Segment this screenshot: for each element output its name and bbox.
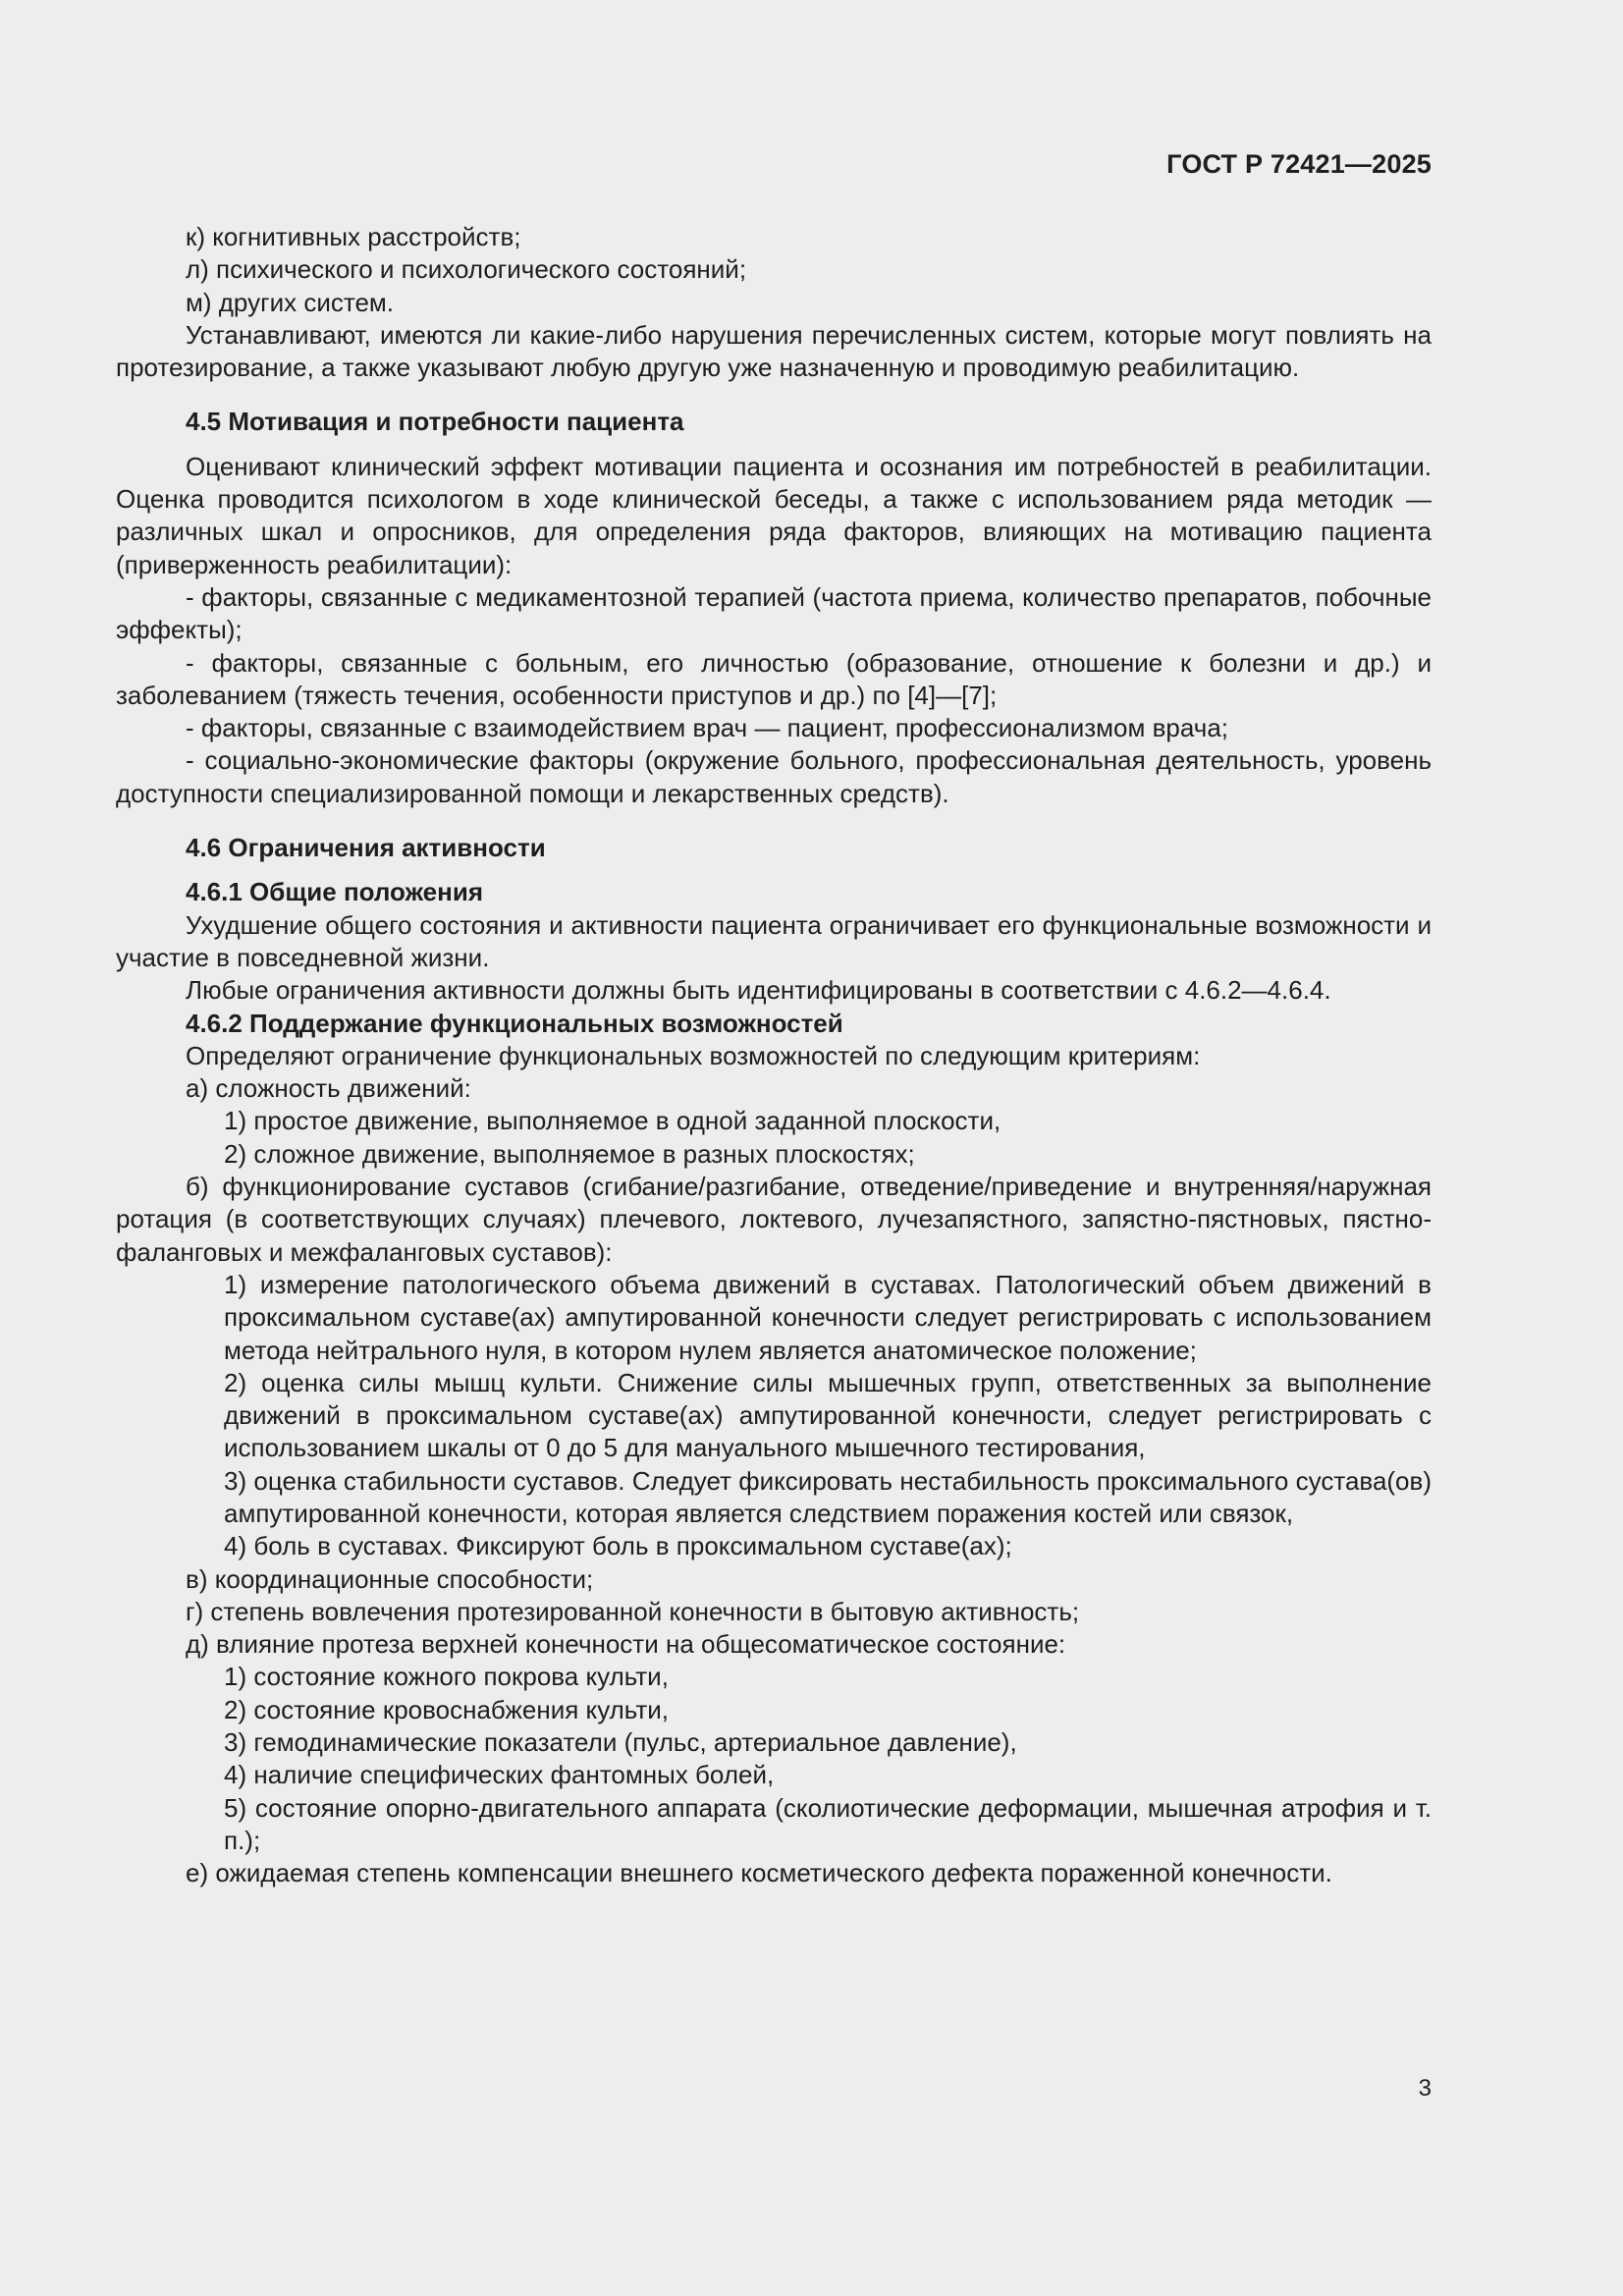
paragraph: 2) состояние кровоснабжения культи, <box>224 1694 669 1724</box>
paragraph: 2) сложное движение, выполняемое в разных плоскостях; <box>224 1138 915 1169</box>
section-heading: 4.6.1 Общие положения <box>186 877 483 907</box>
paragraph: - факторы, связанные с медикаментозной терапией (частота приема, количество препаратов, побочные эффекты); <box>116 581 1432 645</box>
paragraph: 4) боль в суставах. Фиксируют боль в проксимальном суставе(ах); <box>224 1531 1012 1561</box>
paragraph: - факторы, связанные с взаимодействием врач — пациент, профессионализмом врача; <box>186 713 1229 743</box>
paragraph: е) ожидаемая степень компенсации внешнего косметического дефекта пораженной конечности. <box>186 1858 1332 1888</box>
paragraph: д) влияние протеза верхней конечности на общесоматическое состояние: <box>186 1629 1066 1660</box>
paragraph: 1) измерение патологического объема движений в суставах. Патологический объем движений в проксимальном суставе(ах) ампутированной конечности следует регистрировать с использованием метода нейтрального нуля, в котором нулем является анатомическое положение; <box>224 1269 1432 1365</box>
paragraph: в) координационные способности; <box>186 1563 594 1594</box>
paragraph: 3) оценка стабильности суставов. Следует фиксировать нестабильность проксимального сустава(ов) ампутированной конечности, которая является следствием поражения костей или связок, <box>224 1465 1432 1528</box>
paragraph: 1) состояние кожного покрова культи, <box>224 1662 669 1692</box>
document-number: ГОСТ Р 72421—2025 <box>1166 149 1432 179</box>
section-heading: 4.6 Ограничения активности <box>186 833 546 863</box>
paragraph: б) функционирование суставов (сгибание/разгибание, отведение/приведение и внутренняя/наружная ротация (в соответствующих случаях) плечевого, локтевого, лучезапястного, запястно-пястновых, пястно-фаланговых и межфаланговых суставов): <box>116 1172 1432 1267</box>
paragraph: 3) гемодинамические показатели (пульс, артериальное давление), <box>224 1727 1017 1758</box>
paragraph: Оценивают клинический эффект мотивации пациента и осознания им потребностей в реабилитации. Оценка проводится психологом в ходе клинической беседы, а также с использованием ряда методик — различных шкал и опросников, для определения ряда факторов, влияющих на мотивацию пациента (приверженность реабилитации): <box>116 451 1432 579</box>
paragraph: Устанавливают, имеются ли какие-либо нарушения перечисленных систем, которые могут повлиять на протезирование, а также указывают любую другую уже назначенную и проводимую реабилитацию. <box>116 319 1432 383</box>
paragraph: - факторы, связанные с больным, его личностью (образование, отношение к болезни и др.) и заболеванием (тяжесть течения, особенности приступов и др.) по [4]—[7]; <box>116 647 1432 710</box>
paragraph: Ухудшение общего состояния и активности пациента ограничивает его функциональные возможности и участие в повседневной жизни. <box>116 909 1432 972</box>
paragraph: м) других систем. <box>186 287 395 317</box>
paragraph: Любые ограничения активности должны быть идентифицированы в соответствии с 4.6.2—4.6.4. <box>186 975 1331 1006</box>
page-number: 3 <box>1418 2075 1432 2102</box>
paragraph: 2) оценка силы мышц культи. Снижение силы мышечных групп, ответственных за выполнение движений в проксимальном суставе(ах) ампутированной конечности, следует регистрировать с использованием шкалы от 0 до 5 для мануального мышечного тестирования, <box>224 1367 1432 1463</box>
paragraph: к) когнитивных расстройств; <box>186 222 521 251</box>
paragraph: г) степень вовлечения протезированной конечности в бытовую активность; <box>186 1596 1080 1626</box>
paragraph: Определяют ограничение функциональных возможностей по следующим критериям: <box>186 1040 1201 1070</box>
paragraph: 4) наличие специфических фантомных болей, <box>224 1760 775 1790</box>
paragraph: а) сложность движений: <box>186 1073 471 1104</box>
section-heading: 4.6.2 Поддержание функциональных возможностей <box>186 1008 843 1038</box>
section-heading: 4.5 Мотивация и потребности пациента <box>186 407 684 437</box>
paragraph: л) психического и психологического состояний; <box>186 254 747 285</box>
paragraph: 1) простое движение, выполняемое в одной заданной плоскости, <box>224 1106 1001 1136</box>
paragraph: 5) состояние опорно-двигательного аппарата (сколиотические деформации, мышечная атрофия и т. п.); <box>224 1792 1432 1855</box>
document-body <box>116 221 1432 1890</box>
paragraph: - социально-экономические факторы (окружение больного, профессиональная деятельность, уровень доступности специализированной помощи и лекарственных средств). <box>116 745 1432 808</box>
